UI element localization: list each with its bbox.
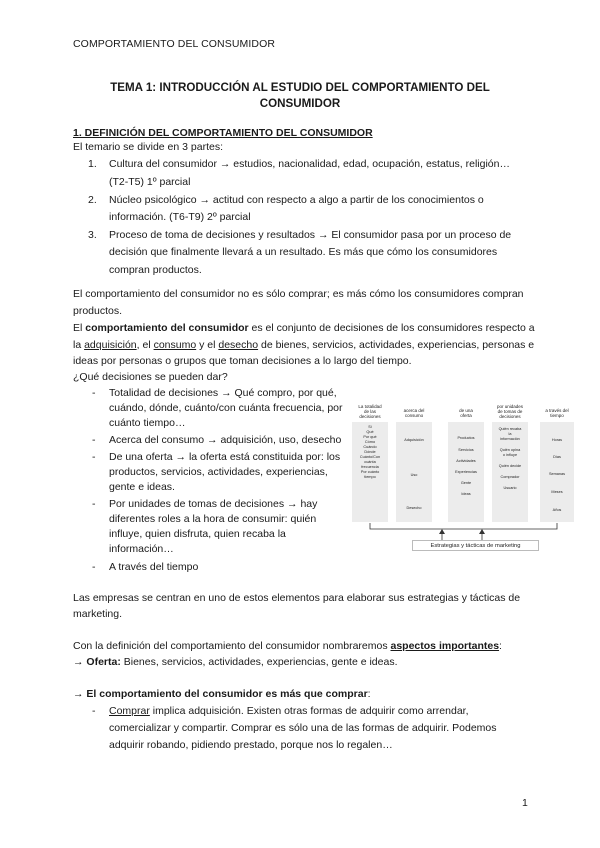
definition-line xyxy=(73,321,535,335)
decision-line: gente e ideas. xyxy=(109,481,175,493)
page-title-line2: CONSUMIDOR xyxy=(259,97,341,110)
column-title: por unidades de tomas de decisiones xyxy=(496,404,524,419)
paragraph-line: El comportamiento del consumidor no es sólo comprar; es más cómo los consumidores compran xyxy=(73,288,524,300)
text-span: El xyxy=(73,322,86,334)
comprar-line: comercializar y compartir. Comprar es sólo una de las formas de adquirir. Podemos xyxy=(109,722,497,734)
column-title: La totalidad de las decisiones xyxy=(358,404,382,419)
text-span: es el conjunto de decisiones de los consumidores respecto a xyxy=(248,322,535,334)
decision-line: Por unidades de tomas de decisiones → hay xyxy=(109,498,318,510)
paragraph-line xyxy=(73,639,502,653)
text-span: , el xyxy=(136,339,154,351)
diagram-column xyxy=(492,404,528,490)
decision-line: diferentes roles a la hora de consumir: quién xyxy=(109,513,317,525)
diagram-footer-label: Estrategias y tácticas de marketing xyxy=(430,543,521,549)
decision-line: A través del tiempo xyxy=(109,561,199,573)
comprar-line: adquirir robando, pidiendo prestado, porque nos lo regalen… xyxy=(109,739,393,751)
column-box: Productos Servicios Actividades Experiencias Gente Ideas xyxy=(448,422,484,522)
text-span: y el xyxy=(196,339,219,351)
decision-line: Acerca del consumo → adquisición, uso, desecho xyxy=(109,434,342,446)
arrow-head-icon xyxy=(439,529,445,534)
definition-line: ideas por personas o grupos que toman decisiones a lo largo del tiempo. xyxy=(73,355,412,367)
dash: - xyxy=(92,498,96,510)
text-span: : xyxy=(367,688,371,700)
text-span: implica adquisición. Existen otras formas de adquirir como arrendar, xyxy=(149,705,469,717)
comprar-line xyxy=(109,704,469,718)
bracket-line xyxy=(370,523,557,529)
dash: - xyxy=(92,451,96,463)
question-line: ¿Qué decisiones se pueden dar? xyxy=(73,371,228,383)
decision-line: productos, servicios, actividades, experiencias, xyxy=(109,466,328,478)
diagram-column xyxy=(396,404,432,510)
decision-line: Totalidad de decisiones → Qué compro, por qué, xyxy=(109,387,337,399)
column-title: de una oferta xyxy=(459,408,473,418)
arrow-head-icon xyxy=(479,529,485,534)
list-item-line: Cultura del consumidor → estudios, nacionalidad, edad, ocupación, estatus, religión… xyxy=(109,158,510,170)
column-box: Horas Días Semanas Meses Años xyxy=(540,422,574,522)
column-title: acerca del consumo xyxy=(403,408,425,418)
decision-line: De una oferta → la oferta está constituida por: los xyxy=(109,451,341,463)
oferta-line xyxy=(73,655,398,669)
list-item-line: (T2-T5) 1º parcial xyxy=(109,176,191,188)
decision-line: cuándo, dónde, cuánto/con cuánta frecuencia, por xyxy=(109,402,343,414)
paragraph-line: marketing. xyxy=(73,608,123,620)
page-number: 1 xyxy=(522,797,528,809)
text-span: : xyxy=(499,640,502,652)
decision-line: cuánto tiempo… xyxy=(109,417,186,429)
diagram-column xyxy=(352,404,388,479)
underlined-term: desecho xyxy=(218,339,259,351)
text-span: Bienes, servicios, actividades, experiencias, gente e ideas. xyxy=(120,656,398,668)
list-item-line: Proceso de toma de decisiones y resultados → El consumidor pasa por un proceso de xyxy=(109,229,512,241)
paragraph-line: Las empresas se centran en uno de estos elementos para elaborar sus estrategias y tácticas de xyxy=(73,592,521,604)
dash: - xyxy=(92,705,96,717)
diagram-footer-box xyxy=(412,540,539,551)
list-number: 1. xyxy=(88,158,97,170)
list-item-line: compran productos. xyxy=(109,264,202,276)
underlined-term: Comprar xyxy=(109,705,150,717)
bold-underlined-term: aspectos importantes xyxy=(390,640,500,652)
list-number: 3. xyxy=(88,229,97,241)
page-title-line1: TEMA 1: INTRODUCCIÓN AL ESTUDIO DEL COMPORTAMIENTO DEL xyxy=(110,81,490,94)
text-span: Con la definición del comportamiento del consumidor nombraremos xyxy=(73,640,391,652)
dash: - xyxy=(92,561,96,573)
bold-term: → El comportamiento del consumidor es más que comprar xyxy=(73,688,368,700)
section-intro: El temario se divide en 3 partes: xyxy=(73,141,223,153)
diagram-column xyxy=(448,404,484,496)
text-span: la xyxy=(73,339,85,351)
list-item-line: decisión que finalmente llevará a un resultado. Es más que cómo los consumidores xyxy=(109,246,498,258)
paragraph-line: productos. xyxy=(73,305,123,317)
running-header: COMPORTAMIENTO DEL CONSUMIDOR xyxy=(73,38,276,50)
section-heading: 1. DEFINICIÓN DEL COMPORTAMIENTO DEL CONSUMIDOR xyxy=(73,127,373,139)
column-box: Si Qué Por qué Cómo Cuándo Dónde Cuánto/Con cuánta frecuencia Por cuánto tiempo xyxy=(352,422,388,522)
underlined-term: adquisición xyxy=(84,339,137,351)
diagram-column xyxy=(540,404,574,512)
bold-term: comportamiento del consumidor xyxy=(85,322,249,334)
column-title: a través del tiempo xyxy=(545,408,569,418)
bold-term: → Oferta: xyxy=(73,656,121,668)
subheading-line xyxy=(73,687,371,701)
column-box: Quién recaba la información Quién opina o influye Quién decide Comprador Usuario xyxy=(492,422,528,522)
underlined-term: consumo xyxy=(153,339,197,351)
list-number: 2. xyxy=(88,194,97,206)
dash: - xyxy=(92,434,96,446)
text-span: de bienes, servicios, actividades, experiencias, personas e xyxy=(258,339,535,351)
column-box: Adquisición Uso Desecho xyxy=(396,422,432,522)
list-item-line: Núcleo psicológico → actitud con respecto a algo a partir de los conocimientos o xyxy=(109,194,484,206)
decision-line: información… xyxy=(109,543,174,555)
dash: - xyxy=(92,387,96,399)
definition-line xyxy=(73,338,534,352)
decision-line: influye, quien disfruta, quien recaba la xyxy=(109,528,286,540)
list-item-line: información. (T6-T9) 2º parcial xyxy=(109,211,251,223)
